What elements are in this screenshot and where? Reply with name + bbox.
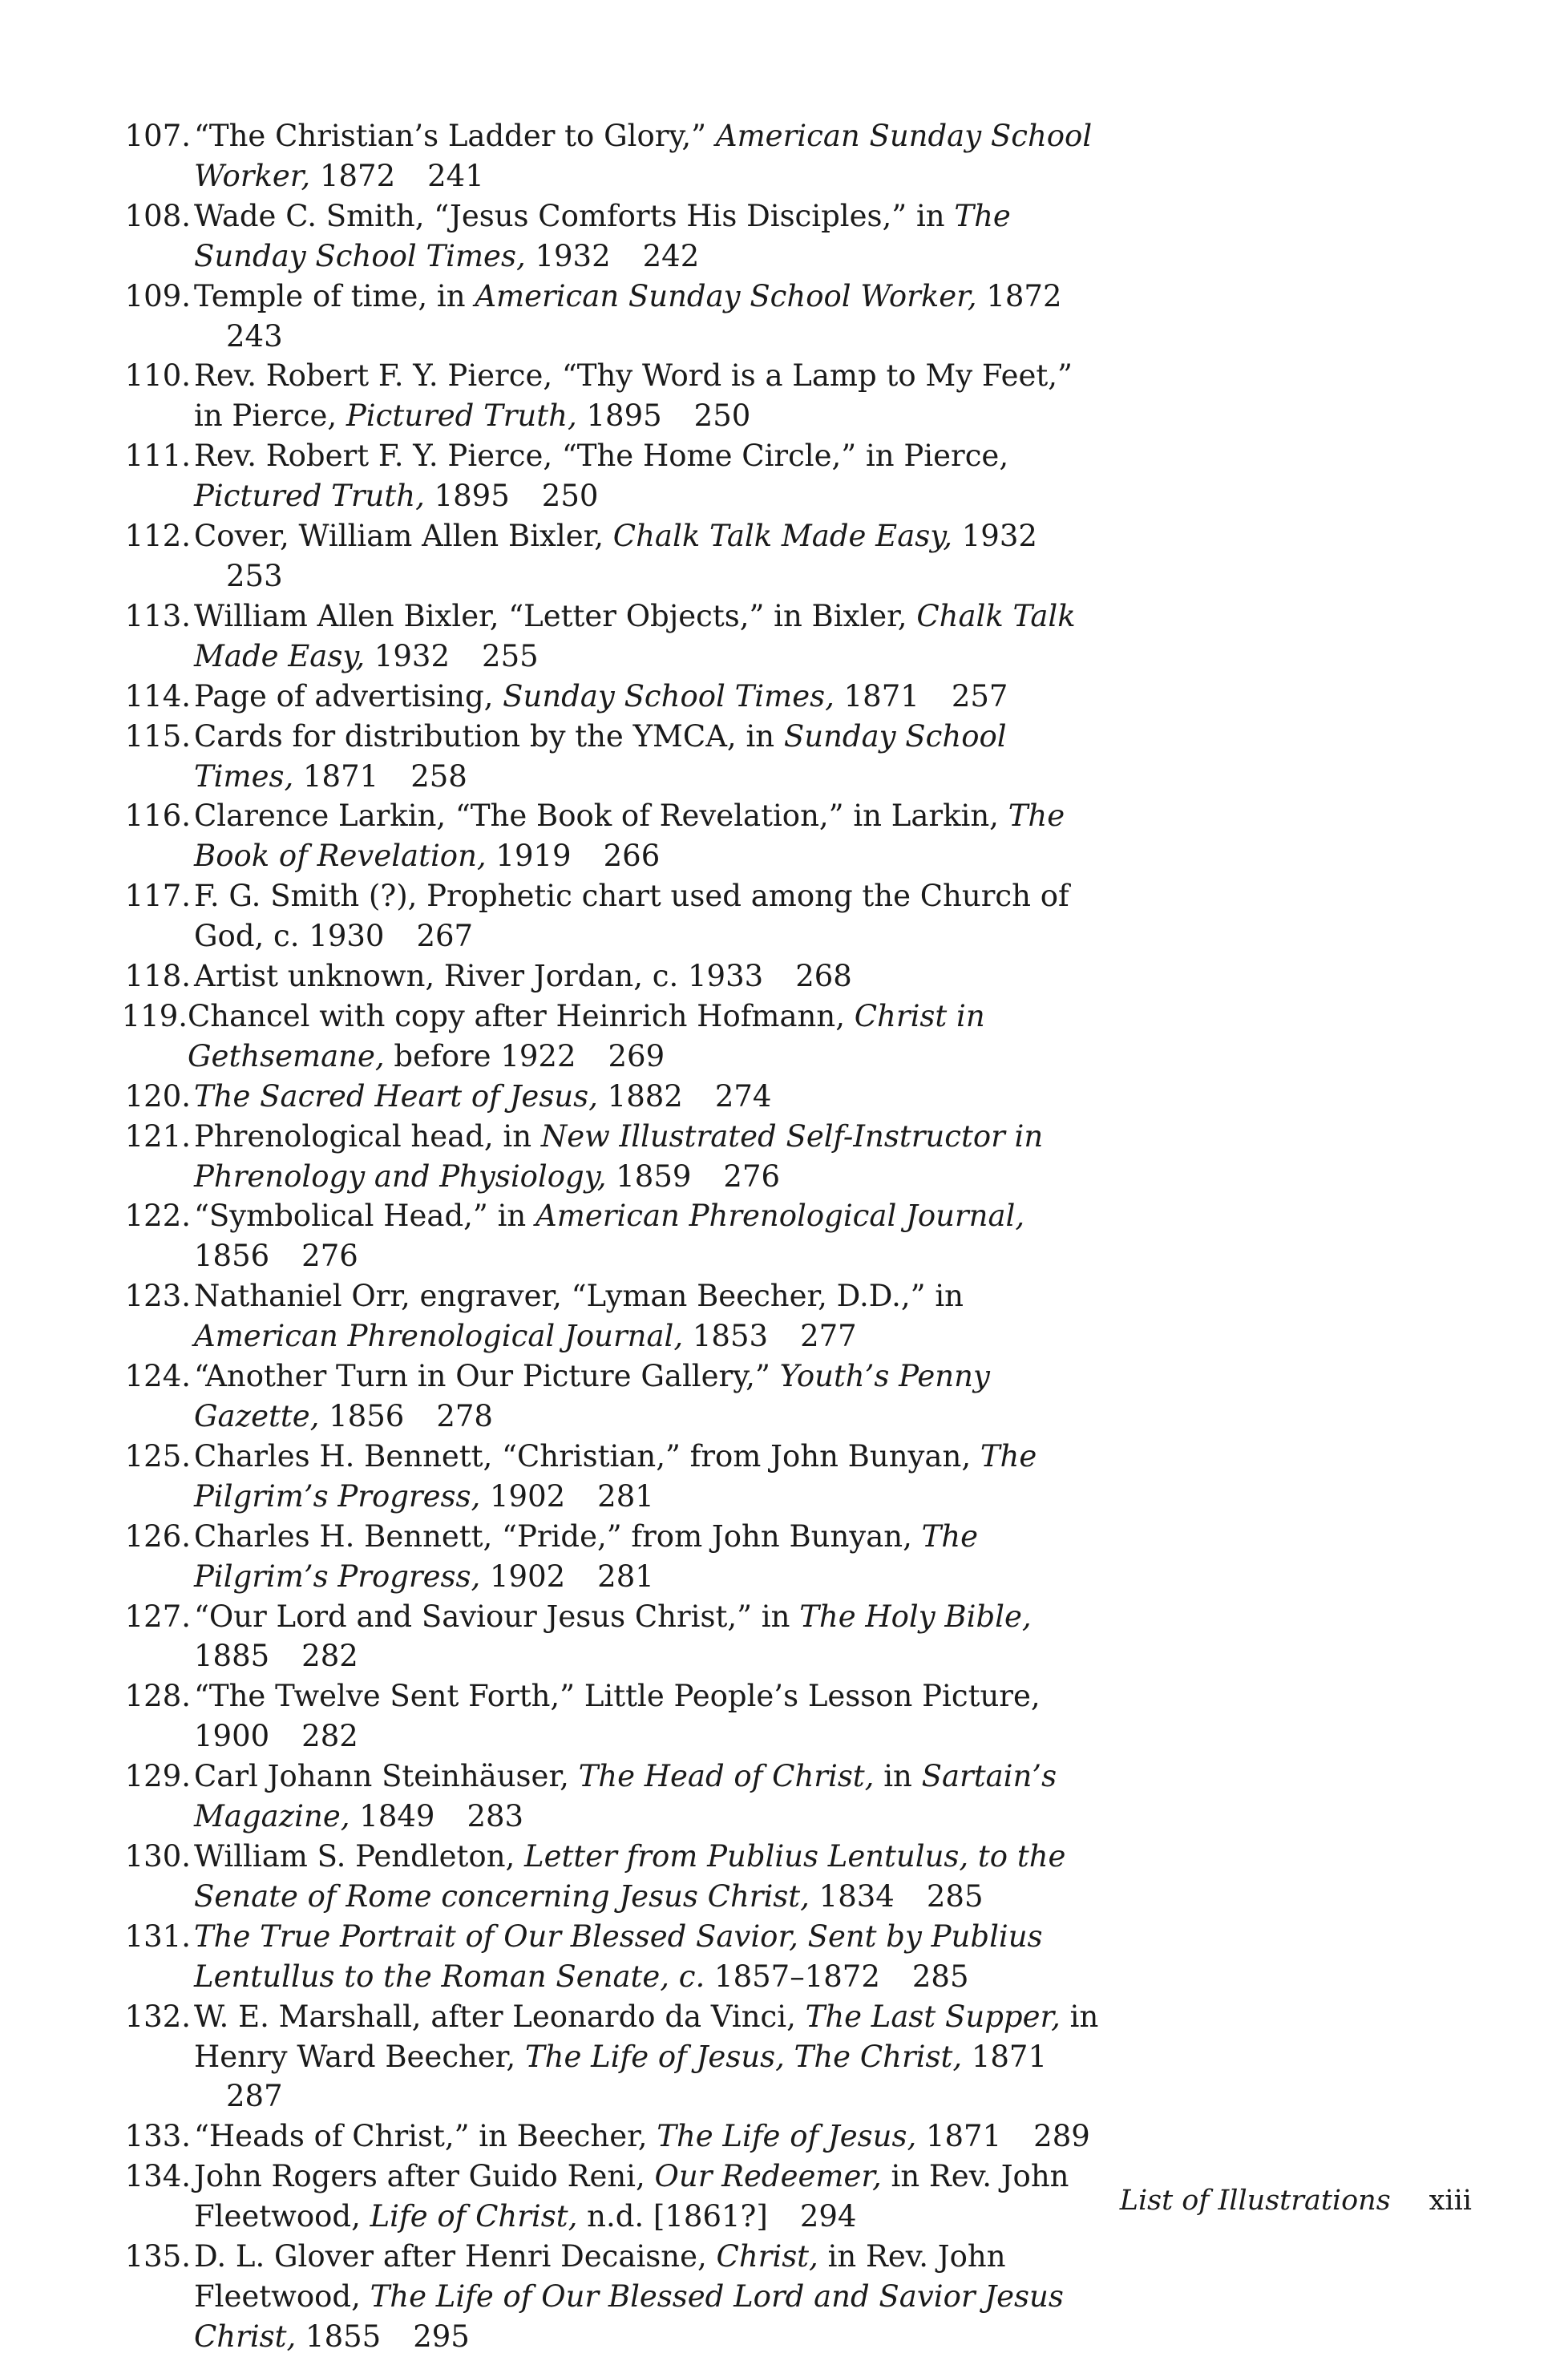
list-item [120, 1757, 1106, 1837]
entry-text-segment: “The Christian’s Ladder to Glory,” [194, 119, 716, 153]
list-item [120, 2237, 1106, 2357]
entry-text [194, 717, 1106, 797]
entry-page-number: 281 [597, 1559, 654, 1594]
entry-text [194, 1437, 1106, 1517]
list-item [120, 1917, 1106, 1997]
entry-title-italic: American Sunday School Worker, [475, 278, 977, 313]
entry-text-segment: 1853 [683, 1319, 769, 1354]
entry-page-number: 269 [608, 1038, 665, 1073]
entry-text [194, 1676, 1106, 1757]
entry-text-segment: Cards for distribution by the YMCA, in [194, 718, 784, 754]
list-item [120, 1597, 1106, 1677]
entry-text [194, 1356, 1106, 1437]
entry-number: 124. [124, 1359, 191, 1394]
entry-text-segment: in Rev. John Fleetwood, [194, 2159, 1069, 2234]
list-item [120, 2157, 1106, 2237]
list-item [120, 1276, 1106, 1356]
entry-text-segment: Phrenological head, in [194, 1118, 541, 1154]
entry-page-number: 268 [795, 959, 852, 994]
entry-number: 125. [124, 1438, 191, 1474]
entry-text-segment: “Our Lord and Saviour Jesus Christ,” in [194, 1599, 800, 1634]
entry-title-italic: Our Redeemer, [654, 2159, 882, 2194]
entry-text [194, 1117, 1106, 1197]
list-item [120, 116, 1106, 196]
entry-text [194, 1517, 1106, 1597]
entry-number: 120. [124, 1078, 191, 1114]
entry-text-segment: 1932 [525, 238, 611, 273]
entry-text-segment: 1871 [834, 678, 919, 714]
entry-title-italic: The Book of Revelation, [194, 798, 1065, 874]
entry-text [194, 677, 1106, 717]
entry-text [194, 436, 1106, 516]
entry-number: 132. [124, 1999, 191, 2034]
entry-text [194, 2116, 1106, 2157]
list-item [120, 196, 1106, 277]
entry-text [194, 116, 1106, 196]
entry-text-segment: F. G. Smith (?), Prophetic chart used among the Church of God, c. 1930 [194, 879, 1069, 954]
entry-page-number: 250 [693, 398, 751, 434]
entry-text-segment: 1859 [606, 1158, 692, 1194]
entry-number: 129. [124, 1759, 191, 1794]
entry-text-segment: Chancel with copy after Heinrich Hofmann, [188, 998, 855, 1033]
entry-title-italic: The Life of Jesus, The Christ, [524, 2039, 963, 2074]
entry-text-segment: 1849 [350, 1799, 435, 1834]
entry-page-number: 241 [427, 158, 484, 193]
entry-number: 116. [124, 798, 191, 834]
entry-page-number: 258 [410, 758, 467, 794]
entry-text-segment: “The Twelve Sent Forth,” Little People’s Lesson Picture, 1900 [194, 1679, 1041, 1754]
entry-text-segment: 1872 [310, 158, 396, 193]
entry-text-segment: Charles H. Bennett, “Pride,” from John Bunyan, [194, 1518, 922, 1554]
list-item [120, 796, 1106, 876]
entry-text-segment: 1855 [296, 2319, 382, 2354]
entry-number: 118. [124, 959, 191, 994]
entry-text-segment: before 1922 [384, 1038, 576, 1073]
entry-text [194, 2157, 1106, 2237]
entry-number: 127. [124, 1599, 191, 1634]
entry-text [194, 1276, 1106, 1356]
list-item [120, 1077, 1106, 1117]
entry-text [194, 1837, 1106, 1917]
entry-text-segment: 1932 [952, 519, 1037, 554]
list-item [120, 277, 1106, 357]
entry-text [194, 1196, 1106, 1276]
entry-text [194, 356, 1106, 436]
entry-page-number: 276 [723, 1158, 781, 1194]
entry-text [194, 516, 1106, 596]
list-item [120, 677, 1106, 717]
entry-number: 112. [124, 519, 191, 554]
entry-text-segment: William S. Pendleton, [194, 1838, 525, 1874]
list-item [120, 596, 1106, 677]
entry-number: 108. [124, 198, 191, 233]
entry-title-italic: The Life of Our Blessed Lord and Savior Jesus Christ, [194, 2278, 1064, 2354]
list-item [120, 1356, 1106, 1437]
entry-title-italic: Letter from Publius Lentulus, to the Senate of Rome concerning Jesus Christ, [194, 1838, 1066, 1914]
running-footer [1120, 2185, 1472, 2217]
entry-page-number: 242 [642, 238, 700, 273]
entry-title-italic: The True Portrait of Our Blessed Savior, Sent by Publius Lentullus to the Roman Senate, c. [194, 1918, 1043, 1994]
entry-title-italic: Youth’s Penny Gazette, [194, 1359, 990, 1433]
entry-text [194, 2237, 1106, 2357]
entry-title-italic: Pictured Truth, [194, 479, 425, 514]
entry-number: 134. [124, 2159, 191, 2194]
entry-number: 133. [124, 2119, 191, 2154]
entry-page-number: 277 [800, 1319, 857, 1354]
entry-title-italic: The Holy Bible, [799, 1599, 1032, 1634]
entry-number: 115. [124, 718, 191, 754]
entry-number: 107. [124, 119, 191, 153]
entry-text [194, 1597, 1106, 1677]
entry-text-segment: in [874, 1759, 922, 1794]
entry-page-number: 267 [416, 919, 474, 954]
entry-page-number: 285 [926, 1878, 984, 1914]
entry-text-segment: Wade C. Smith, “Jesus Comforts His Disciples,” in [194, 198, 955, 233]
entry-number: 114. [124, 678, 191, 714]
entry-text-segment: Rev. Robert F. Y. Pierce, “The Home Circle,” in Pierce, [194, 439, 1009, 474]
entry-title-italic: The Sacred Heart of Jesus, [194, 1078, 598, 1114]
list-item [120, 1837, 1106, 1917]
entry-number: 122. [124, 1199, 191, 1234]
list-item [120, 1997, 1106, 2117]
entry-title-italic: Pictured Truth, [346, 398, 577, 434]
list-item [120, 1196, 1106, 1276]
entry-text-segment: in Rev. John Fleetwood, [194, 2239, 1006, 2314]
entry-number: 128. [124, 1679, 191, 1714]
list-item [120, 1517, 1106, 1597]
illustration-list [120, 116, 1106, 2357]
entry-number: 130. [124, 1838, 191, 1874]
entry-title-italic: The Head of Christ, [578, 1759, 875, 1794]
entry-text [194, 876, 1106, 956]
entry-text-segment: 1882 [597, 1078, 683, 1114]
entry-text-segment: 1871 [962, 2039, 1048, 2074]
entry-title-italic: The Pilgrim’s Progress, [194, 1518, 979, 1594]
entry-text [194, 796, 1106, 876]
entry-title-italic: The Sunday School Times, [194, 198, 1011, 273]
entry-title-italic: Sunday School Times, [194, 718, 1007, 794]
entry-text-segment: 1871 [293, 758, 379, 794]
list-item [120, 997, 1106, 1077]
entry-title-italic: American Phrenological Journal, [194, 1319, 684, 1354]
entry-page-number: 278 [436, 1399, 493, 1433]
page-number: xiii [1429, 2185, 1472, 2217]
list-item [120, 1676, 1106, 1757]
entry-number: 135. [124, 2239, 191, 2274]
entry-page-number: 255 [482, 638, 539, 673]
entry-text-segment: Temple of time, in [194, 278, 475, 313]
entry-page-number: 285 [911, 1959, 969, 1994]
entry-number: 126. [124, 1518, 191, 1554]
entry-text-segment: D. L. Glover after Henri Decaisne, [194, 2239, 717, 2274]
entry-title-italic: Christ, [716, 2239, 818, 2274]
entry-page-number: 243 [226, 318, 283, 354]
entry-text [188, 997, 1106, 1077]
entry-page-number: 295 [413, 2319, 470, 2354]
entry-text-segment: 1932 [365, 638, 451, 673]
entry-number: 119. [121, 998, 188, 1033]
entry-text-segment: n.d. [1861?] [577, 2199, 768, 2234]
list-item [120, 717, 1106, 797]
entry-number: 123. [124, 1279, 191, 1314]
entry-page-number: 250 [541, 479, 599, 514]
entry-page-number: 283 [467, 1799, 524, 1834]
list-item [120, 516, 1106, 596]
entry-page-number: 282 [301, 1719, 358, 1754]
list-item [120, 956, 1106, 997]
list-item [120, 2116, 1106, 2157]
entry-page-number: 289 [1033, 2119, 1090, 2154]
entry-number: 109. [124, 278, 191, 313]
entry-title-italic: New Illustrated Self-Instructor in Phrenology and Physiology, [194, 1118, 1044, 1194]
list-item [120, 436, 1106, 516]
entry-number: 121. [124, 1118, 191, 1154]
entry-text-segment: 1919 [486, 839, 572, 874]
entry-text [194, 277, 1106, 357]
entry-title-italic: Chalk Talk Made Easy, [612, 519, 952, 554]
entry-text-segment: Cover, William Allen Bixler, [194, 519, 613, 554]
entry-text-segment: 1856 [319, 1399, 405, 1433]
entry-title-italic: American Phrenological Journal, [535, 1199, 1025, 1234]
entry-text-segment: 1902 [480, 1478, 566, 1514]
entry-text-segment: 1857–1872 [705, 1959, 880, 1994]
entry-text [194, 1757, 1106, 1837]
entry-title-italic: The Last Supper, [805, 1999, 1061, 2034]
entry-number: 113. [124, 598, 191, 633]
entry-text-segment: 1856 [194, 1239, 270, 1274]
entry-text-segment: 1872 [976, 278, 1062, 313]
entry-page-number: 257 [951, 678, 1008, 714]
entry-text-segment: “Symbolical Head,” in [194, 1199, 536, 1234]
entry-text-segment: Rev. Robert F. Y. Pierce, “Thy Word is a Lamp to My Feet,” in Pierce, [194, 358, 1073, 434]
entry-text-segment: Artist unknown, River Jordan, c. 1933 [194, 959, 764, 994]
entry-text [194, 1997, 1106, 2117]
entry-text-segment: 1885 [194, 1639, 270, 1674]
entry-text-segment: 1871 [916, 2119, 1002, 2154]
entry-text [194, 596, 1106, 677]
entry-text-segment: “Heads of Christ,” in Beecher, [194, 2119, 657, 2154]
entry-title-italic: Chalk Talk Made Easy, [194, 598, 1076, 673]
list-item [120, 356, 1106, 436]
list-item [120, 1437, 1106, 1517]
footer-title: List of Illustrations [1119, 2185, 1391, 2217]
entry-text-segment: Clarence Larkin, “The Book of Revelation,” in Larkin, [194, 798, 1008, 834]
entry-title-italic: Sartain’s Magazine, [194, 1759, 1057, 1834]
entry-text-segment: William Allen Bixler, “Letter Objects,” in Bixler, [194, 598, 917, 633]
entry-text-segment: John Rogers after Guido Reni, [194, 2159, 655, 2194]
entry-page-number: 282 [301, 1639, 358, 1674]
entry-text-segment: 1902 [480, 1559, 566, 1594]
entry-text-segment: Page of advertising, [194, 678, 503, 714]
entry-page-number: 253 [226, 558, 283, 593]
entry-number: 117. [124, 879, 191, 914]
entry-text [194, 956, 1106, 997]
entry-page-number: 276 [301, 1239, 358, 1274]
list-item [120, 876, 1106, 956]
entry-text-segment: “Another Turn in Our Picture Gallery,” [194, 1359, 780, 1394]
entry-text-segment: Carl Johann Steinhäuser, [194, 1759, 579, 1794]
entry-text-segment: W. E. Marshall, after Leonardo da Vinci, [194, 1999, 806, 2034]
entry-title-italic: American Sunday School Worker, [194, 119, 1093, 193]
list-item [120, 1117, 1106, 1197]
entry-text-segment: 1834 [809, 1878, 895, 1914]
entry-text [194, 1917, 1106, 1997]
entry-text-segment: 1895 [576, 398, 662, 434]
entry-text [194, 1077, 1106, 1117]
entry-text-segment: Nathaniel Orr, engraver, “Lyman Beecher, D.D.,” in [194, 1279, 964, 1314]
entry-title-italic: Sunday School Times, [503, 678, 835, 714]
entry-page-number: 266 [603, 839, 661, 874]
entry-number: 111. [124, 439, 191, 474]
entry-text-segment: 1895 [424, 479, 510, 514]
entry-page-number: 274 [714, 1078, 772, 1114]
entry-page-number: 294 [799, 2199, 857, 2234]
entry-text [194, 196, 1106, 277]
entry-text-segment: Charles H. Bennett, “Christian,” from John Bunyan, [194, 1438, 980, 1474]
entry-page-number: 287 [226, 2079, 283, 2114]
entry-number: 131. [124, 1918, 191, 1954]
entry-number: 110. [124, 358, 191, 394]
entry-title-italic: Christ in Gethsemane, [188, 998, 985, 1073]
entry-title-italic: The Pilgrim’s Progress, [194, 1438, 1037, 1514]
entry-page-number: 281 [597, 1478, 654, 1514]
entry-title-italic: The Life of Jesus, [657, 2119, 917, 2154]
entry-title-italic: Life of Christ, [370, 2199, 578, 2234]
entry-text-segment: in Henry Ward Beecher, [194, 1999, 1099, 2074]
